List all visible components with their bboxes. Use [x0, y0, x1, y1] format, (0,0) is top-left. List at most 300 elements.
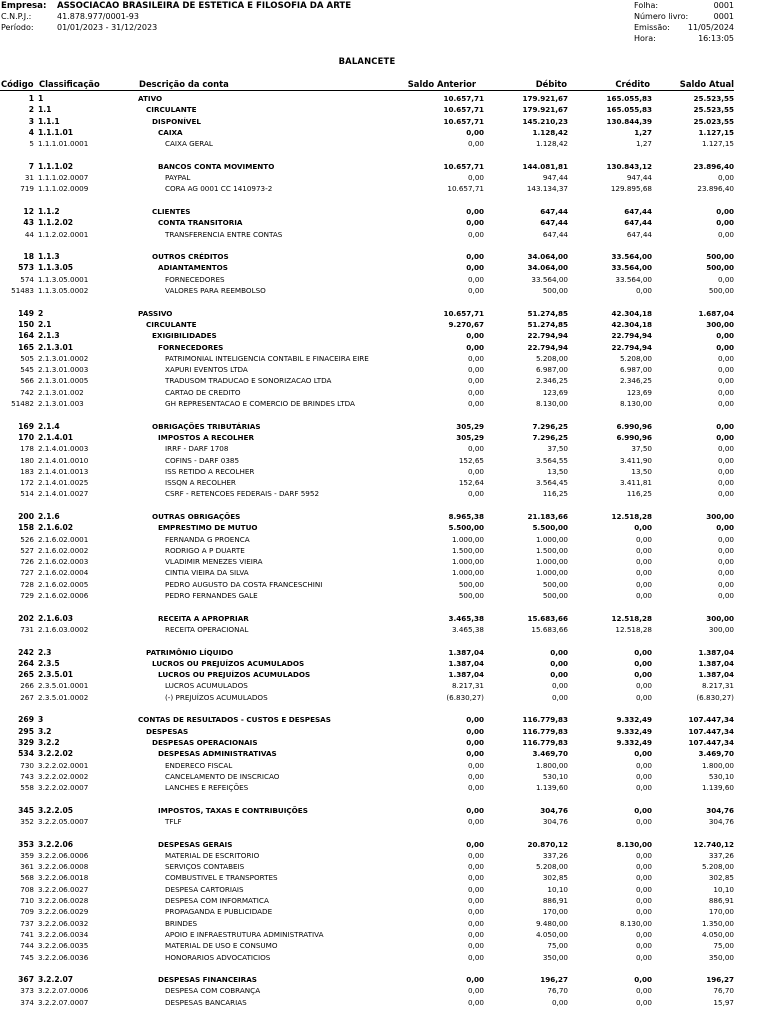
account-description: DESPESAS BANCARIAS [165, 997, 247, 1007]
saldo-atual-cell: 0,00 [717, 387, 734, 397]
saldo-atual-cell: 12.740,12 [693, 839, 734, 849]
account-classification: 3.2.2.06.0034 [38, 929, 89, 939]
account-description: PATRIMÔNIO LÍQUIDO [146, 647, 234, 657]
account-code: 367 [18, 975, 34, 985]
account-code: 242 [18, 647, 34, 657]
account-classification: 2 [38, 308, 44, 318]
debito-cell: 123,69 [542, 387, 568, 397]
account-description: DESPESAS ADMINISTRATIVAS [158, 749, 277, 759]
debito-cell: 179.921,67 [522, 94, 568, 103]
account-classification: 2.1.6.02.0002 [38, 545, 89, 555]
saldo-anterior-cell: 152,65 [458, 455, 484, 465]
saldo-atual-cell: 300,00 [708, 624, 734, 634]
debito-cell: 500,00 [542, 286, 568, 296]
credito-cell: 0,00 [635, 545, 652, 555]
account-code: 44 [24, 229, 34, 239]
account-code: 12 [23, 206, 34, 216]
account-classification: 3.2.2.06.0028 [38, 896, 89, 906]
debito-cell: 500,00 [542, 579, 568, 589]
credito-cell: 130.843,12 [606, 161, 652, 171]
debito-cell: 3.564,55 [535, 455, 568, 465]
account-description: LUCROS ACUMULADOS [165, 681, 248, 691]
account-description: (-) PREJUÍZOS ACUMULADOS [165, 692, 268, 702]
account-row [0, 387, 734, 398]
report-meta [634, 0, 734, 44]
credito-cell: 6.990,96 [616, 432, 652, 442]
debito-cell: 75,00 [547, 941, 568, 951]
account-description: APOIO E INFRAESTRUTURA ADMINISTRATIVA [165, 929, 324, 939]
credito-cell: 0,00 [635, 783, 652, 793]
saldo-atual-cell: 0,00 [717, 534, 734, 544]
account-classification: 3.2.2 [38, 737, 60, 747]
account-group-row [0, 116, 734, 127]
debito-cell: 22.794,94 [527, 342, 568, 352]
credito-cell: 2.346,25 [619, 376, 652, 386]
saldo-anterior-cell: 0,00 [467, 929, 484, 939]
account-classification: 1.1.2.02.0001 [38, 229, 89, 239]
saldo-atual-cell: 886,91 [708, 896, 734, 906]
credito-cell: 13,50 [631, 466, 652, 476]
saldo-atual-cell: 0,00 [717, 173, 734, 183]
header-divider [0, 90, 734, 91]
account-row [0, 985, 734, 996]
account-code: 269 [18, 715, 34, 725]
saldo-atual-cell: 25.523,55 [693, 94, 734, 103]
account-code: 545 [20, 365, 34, 375]
saldo-anterior-cell: 0,00 [467, 896, 484, 906]
debito-cell: 1.000,00 [535, 568, 568, 578]
debito-cell: 15.683,66 [531, 624, 568, 634]
account-classification: 1.1.3.05 [38, 263, 74, 273]
account-row [0, 364, 734, 375]
debito-cell: 22.794,94 [527, 331, 568, 341]
account-code: 150 [18, 319, 34, 329]
debito-cell: 0,00 [551, 681, 568, 691]
account-description: FERNANDA G PROENCA [165, 534, 250, 544]
credito-cell: 0,00 [635, 591, 652, 601]
credito-cell: 1,27 [635, 139, 652, 149]
debito-cell: 196,27 [540, 975, 568, 985]
account-row [0, 353, 734, 364]
saldo-anterior-cell: 0,00 [467, 952, 484, 962]
account-code: 568 [20, 873, 34, 883]
credito-cell: 0,00 [635, 579, 652, 589]
account-classification: 2.1.3.01.002 [38, 387, 84, 397]
account-description: COMBUSTIVEL E TRANSPORTES [165, 873, 278, 883]
debito-cell: 647,44 [540, 206, 568, 216]
debito-cell: 7.296,25 [532, 421, 568, 431]
account-row [0, 375, 734, 386]
account-description: DESPESA CARTORIAIS [165, 884, 244, 894]
credito-cell: 0,00 [635, 286, 652, 296]
account-code: 373 [20, 986, 34, 996]
debito-cell: 3.469,70 [532, 749, 568, 759]
emissao-label: Emissão: [634, 23, 670, 32]
account-code: 374 [20, 997, 34, 1007]
saldo-anterior-cell: 0,00 [467, 918, 484, 928]
account-group-row [0, 714, 734, 725]
account-description: DESPESAS OPERACIONAIS [152, 737, 258, 747]
account-description: CAIXA [158, 127, 183, 137]
account-code: 727 [20, 568, 34, 578]
account-group-row [0, 748, 734, 759]
debito-cell: 1.800,00 [535, 760, 568, 770]
saldo-atual-cell: 350,00 [708, 952, 734, 962]
account-classification: 3.2.2.06.0032 [38, 918, 89, 928]
account-description: XAPURI EVENTOS LTDA [165, 365, 248, 375]
account-description: DESPESAS FINANCEIRAS [158, 975, 257, 985]
account-code: 742 [20, 387, 34, 397]
saldo-atual-cell: 0,00 [717, 568, 734, 578]
saldo-anterior-cell: 1.000,00 [451, 557, 484, 567]
credito-cell: 9.332,49 [616, 737, 652, 747]
account-row [0, 929, 734, 940]
account-description: PROPAGANDA E PUBLICIDADE [165, 907, 273, 917]
credito-cell: 33.564,00 [615, 274, 652, 284]
folha-label: Folha: [634, 1, 659, 10]
credito-cell: 0,00 [634, 647, 652, 657]
saldo-atual-cell: 1.139,60 [701, 783, 734, 793]
saldo-atual-cell: 0,00 [716, 523, 734, 533]
saldo-anterior-cell: 3.465,38 [451, 624, 484, 634]
account-code: 573 [18, 263, 34, 273]
saldo-atual-cell: 0,00 [717, 545, 734, 555]
account-description: DESPESAS [146, 726, 189, 736]
account-code: 264 [18, 658, 34, 668]
debito-cell: 0,00 [551, 692, 568, 702]
credito-cell: 130.844,39 [606, 116, 652, 126]
credito-cell: 22.794,94 [611, 342, 652, 352]
account-row [0, 567, 734, 578]
account-code: 534 [18, 749, 34, 759]
account-row [0, 172, 734, 183]
account-code: 43 [23, 218, 34, 228]
credito-cell: 165.055,83 [606, 105, 652, 115]
account-code: 178 [20, 444, 34, 454]
account-classification: 2.1.3.01.0003 [38, 365, 89, 375]
credito-cell: 129.895,68 [610, 184, 652, 194]
account-code: 527 [20, 545, 34, 555]
account-code: 295 [18, 726, 34, 736]
account-code: 741 [20, 929, 34, 939]
credito-cell: 8.130,00 [619, 399, 652, 409]
saldo-atual-cell: 15,97 [713, 997, 734, 1007]
account-classification: 2.1.6.02 [38, 523, 74, 533]
credito-cell: 0,00 [635, 952, 652, 962]
account-classification: 2.3.5.01.0002 [38, 692, 89, 702]
saldo-atual-cell: 0,00 [717, 444, 734, 454]
spacer-cell [0, 409, 734, 420]
account-code: 169 [18, 421, 34, 431]
spacer-cell [0, 601, 734, 612]
spacer-cell [0, 149, 734, 160]
debito-cell: 0,00 [550, 670, 568, 680]
saldo-anterior-cell: 0,00 [467, 466, 484, 476]
saldo-anterior-cell: 0,00 [467, 173, 484, 183]
account-row [0, 895, 734, 906]
credito-cell: 42.304,18 [611, 319, 652, 329]
credito-cell: 0,00 [635, 862, 652, 872]
account-code: 4 [28, 127, 34, 137]
account-description: TRADUSOM TRADUCAO E SONORIZACAO LTDA [165, 376, 332, 386]
account-group-row [0, 974, 734, 985]
spacer-cell [0, 827, 734, 838]
credito-cell: 5.208,00 [619, 353, 652, 363]
account-description: PATRIMONIAL INTELIGENCIA CONTABIL E FINACEIRA EIRE [165, 353, 369, 363]
account-classification: 2.1.6.02.0001 [38, 534, 89, 544]
col-debito: Débito [535, 79, 567, 89]
account-classification: 1.1.2.02 [38, 218, 74, 228]
account-code: 566 [20, 376, 34, 386]
debito-cell: 116.779,83 [522, 715, 568, 725]
account-group-row [0, 522, 734, 533]
account-code: 2 [28, 105, 34, 115]
saldo-anterior-cell: 0,00 [467, 986, 484, 996]
saldo-atual-cell: 0,00 [717, 365, 734, 375]
credito-cell: 0,00 [635, 557, 652, 567]
credito-cell: 0,00 [635, 681, 652, 691]
account-description: PEDRO FERNANDES GALE [165, 591, 258, 601]
saldo-atual-cell: 23.896,40 [697, 184, 734, 194]
account-row [0, 850, 734, 861]
saldo-anterior-cell: 152,64 [458, 478, 484, 488]
debito-cell: 10,10 [547, 884, 568, 894]
account-description: ADIANTAMENTOS [158, 263, 228, 273]
saldo-anterior-cell: 10.657,71 [447, 184, 484, 194]
account-classification: 2.1.6.03 [38, 613, 74, 623]
credito-cell: 0,00 [635, 692, 652, 702]
account-code: 731 [20, 624, 34, 634]
account-code: 526 [20, 534, 34, 544]
account-code: 170 [18, 432, 34, 442]
report-header [0, 0, 768, 48]
saldo-anterior-cell: 0,00 [467, 399, 484, 409]
col-classificacao: Classificação [39, 79, 100, 89]
credito-cell: 12.518,28 [611, 613, 652, 623]
saldo-atual-cell: 1.127,15 [701, 139, 734, 149]
account-classification: 2.1.4.01.0025 [38, 478, 89, 488]
account-classification: 1.1.1.02 [38, 161, 74, 171]
account-classification: 2.1.3.01 [38, 342, 74, 352]
account-description: MATERIAL DE ESCRITORIO [165, 850, 260, 860]
account-group-row [0, 613, 734, 624]
account-group-row [0, 206, 734, 217]
account-row [0, 545, 734, 556]
account-description: IMPOSTOS A RECOLHER [158, 432, 255, 442]
saldo-anterior-cell: 0,00 [466, 218, 484, 228]
credito-cell: 0,00 [634, 975, 652, 985]
saldo-anterior-cell: 0,00 [467, 884, 484, 894]
debito-cell: 143.134,37 [526, 184, 568, 194]
account-code: 51483 [11, 286, 34, 296]
saldo-anterior-cell: 0,00 [467, 783, 484, 793]
saldo-atual-cell: 0,00 [716, 342, 734, 352]
saldo-anterior-cell: 1.000,00 [451, 568, 484, 578]
hora-value: 16:13:05 [698, 34, 734, 43]
saldo-anterior-cell: 10.657,71 [443, 116, 484, 126]
credito-cell: 3.411,90 [619, 455, 652, 465]
saldo-atual-cell: 0,00 [717, 579, 734, 589]
account-code: 18 [23, 252, 34, 262]
debito-cell: 0,00 [551, 997, 568, 1007]
account-classification: 3.2.2.02 [38, 749, 74, 759]
credito-cell: 647,44 [626, 229, 652, 239]
account-classification: 1.1.2 [38, 206, 60, 216]
account-description: RODRIGO A P DUARTE [165, 545, 245, 555]
account-group-row [0, 93, 734, 104]
debito-cell: 4.050,00 [535, 929, 568, 939]
account-code: 708 [20, 884, 34, 894]
credito-cell: 22.794,94 [611, 331, 652, 341]
account-row [0, 624, 734, 635]
account-classification: 1.1.3.05.0001 [38, 274, 89, 284]
debito-cell: 20.870,12 [527, 839, 568, 849]
account-code: 5 [29, 139, 34, 149]
account-classification: 2.1.4.01.0010 [38, 455, 89, 465]
saldo-anterior-cell: 0,00 [467, 387, 484, 397]
saldo-anterior-cell: 0,00 [467, 286, 484, 296]
account-classification: 2.3.5.01.0001 [38, 681, 89, 691]
account-code: 514 [20, 489, 34, 499]
saldo-anterior-cell: 0,00 [467, 229, 484, 239]
debito-cell: 0,00 [550, 658, 568, 668]
debito-cell: 170,00 [542, 907, 568, 917]
saldo-atual-cell: 0,00 [717, 274, 734, 284]
debito-cell: 0,00 [550, 647, 568, 657]
credito-cell: 0,00 [635, 884, 652, 894]
account-row [0, 274, 734, 285]
saldo-atual-cell: 0,00 [717, 399, 734, 409]
account-classification: 2.1.6.02.0006 [38, 591, 89, 601]
account-row [0, 906, 734, 917]
spacer-row [0, 635, 734, 646]
debito-cell: 116.779,83 [522, 737, 568, 747]
account-code: 729 [20, 591, 34, 601]
account-description: EMPRESTIMO DE MUTUO [158, 523, 258, 533]
credito-cell: 165.055,83 [606, 94, 652, 103]
saldo-atual-cell: 5.208,00 [701, 862, 734, 872]
account-description: DESPESA COM COBRANÇA [165, 986, 261, 996]
account-classification: 3.2.2.07.0006 [38, 986, 89, 996]
account-classification: 1.1.1.01 [38, 127, 74, 137]
account-classification: 1 [38, 94, 44, 103]
account-group-row [0, 308, 734, 319]
debito-cell: 144.081,81 [522, 161, 568, 171]
saldo-anterior-cell: 1.387,04 [448, 647, 484, 657]
saldo-atual-cell: 4.050,00 [701, 929, 734, 939]
account-row [0, 816, 734, 827]
account-description: LUCROS OU PREJUÍZOS ACUMULADOS [158, 670, 311, 680]
account-description: BRINDES [165, 918, 198, 928]
account-row [0, 782, 734, 793]
account-description: CORA AG 0001 CC 1410973-2 [165, 184, 273, 194]
company-info [1, 0, 351, 33]
account-group-row [0, 262, 734, 273]
account-classification: 2.1.6.02.0004 [38, 568, 89, 578]
credito-cell: 0,00 [634, 805, 652, 815]
saldo-anterior-cell: 0,00 [467, 941, 484, 951]
debito-cell: 350,00 [542, 952, 568, 962]
account-code: 730 [20, 760, 34, 770]
account-code: 361 [20, 862, 34, 872]
debito-cell: 1.128,42 [535, 139, 568, 149]
saldo-atual-cell: 302,85 [708, 873, 734, 883]
account-description: IMPOSTOS, TAXAS E CONTRIBUIÇÕES [158, 805, 308, 815]
account-group-row [0, 511, 734, 522]
credito-cell: 0,00 [635, 817, 652, 826]
account-code: 728 [20, 579, 34, 589]
credito-cell: 0,00 [635, 534, 652, 544]
saldo-atual-cell: 0,00 [717, 376, 734, 386]
saldo-atual-cell: 75,00 [713, 941, 734, 951]
saldo-anterior-cell: 500,00 [458, 579, 484, 589]
saldo-atual-cell: 304,76 [706, 805, 734, 815]
account-classification: 2.1 [38, 319, 52, 329]
saldo-atual-cell: (6.830,27) [696, 692, 734, 702]
account-classification: 1.1.1.01.0001 [38, 139, 89, 149]
account-classification: 1.1.3 [38, 252, 60, 262]
saldo-anterior-cell: 8.965,38 [448, 511, 484, 521]
credito-cell: 1,27 [634, 127, 652, 137]
credito-cell: 116,25 [626, 489, 652, 499]
col-descricao: Descrição da conta [139, 79, 229, 89]
debito-cell: 8.130,00 [535, 399, 568, 409]
spacer-row [0, 500, 734, 511]
credito-cell: 0,00 [634, 658, 652, 668]
account-classification: 2.1.3.01.0005 [38, 376, 89, 386]
saldo-atual-cell: 530,10 [708, 771, 734, 781]
debito-cell: 33.564,00 [531, 274, 568, 284]
account-classification: 3.2 [38, 726, 52, 736]
account-code: 353 [18, 839, 34, 849]
account-classification: 3.2.2.06.0027 [38, 884, 89, 894]
debito-cell: 337,26 [542, 850, 568, 860]
debito-cell: 13,50 [547, 466, 568, 476]
saldo-anterior-cell: 10.657,71 [443, 105, 484, 115]
saldo-anterior-cell: 10.657,71 [443, 161, 484, 171]
saldo-anterior-cell: 0,00 [467, 365, 484, 375]
credito-cell: 12.518,28 [611, 511, 652, 521]
spacer-row [0, 409, 734, 420]
account-description: EXIGIBILIDADES [152, 331, 217, 341]
account-description: BANCOS CONTA MOVIMENTO [158, 161, 275, 171]
saldo-anterior-cell: 1.387,04 [448, 670, 484, 680]
saldo-atual-cell: 107.447,34 [688, 737, 734, 747]
cnpj-value: 41.878.977/0001-93 [57, 12, 139, 21]
account-code: 266 [20, 681, 34, 691]
account-group-row [0, 342, 734, 353]
account-description: CIRCULANTE [146, 105, 197, 115]
debito-cell: 1.500,00 [535, 545, 568, 555]
spacer-cell [0, 963, 734, 974]
account-description: LUCROS OU PREJUÍZOS ACUMULADOS [152, 658, 305, 668]
credito-cell: 0,00 [634, 523, 652, 533]
account-code: 558 [20, 783, 34, 793]
saldo-anterior-cell: 9.270,67 [448, 319, 484, 329]
spacer-cell [0, 635, 734, 646]
account-group-row [0, 805, 734, 816]
saldo-anterior-cell: 0,00 [466, 726, 484, 736]
account-description: CAIXA GERAL [165, 139, 213, 149]
account-classification: 3.2.2.06 [38, 839, 74, 849]
periodo-value: 01/01/2023 - 31/12/2023 [57, 23, 158, 32]
debito-cell: 51.274,85 [527, 319, 568, 329]
account-description: RECEITA A APROPRIAR [158, 613, 249, 623]
account-group-row [0, 647, 734, 658]
account-group-row [0, 421, 734, 432]
debito-cell: 1.000,00 [535, 557, 568, 567]
spacer-row [0, 296, 734, 307]
